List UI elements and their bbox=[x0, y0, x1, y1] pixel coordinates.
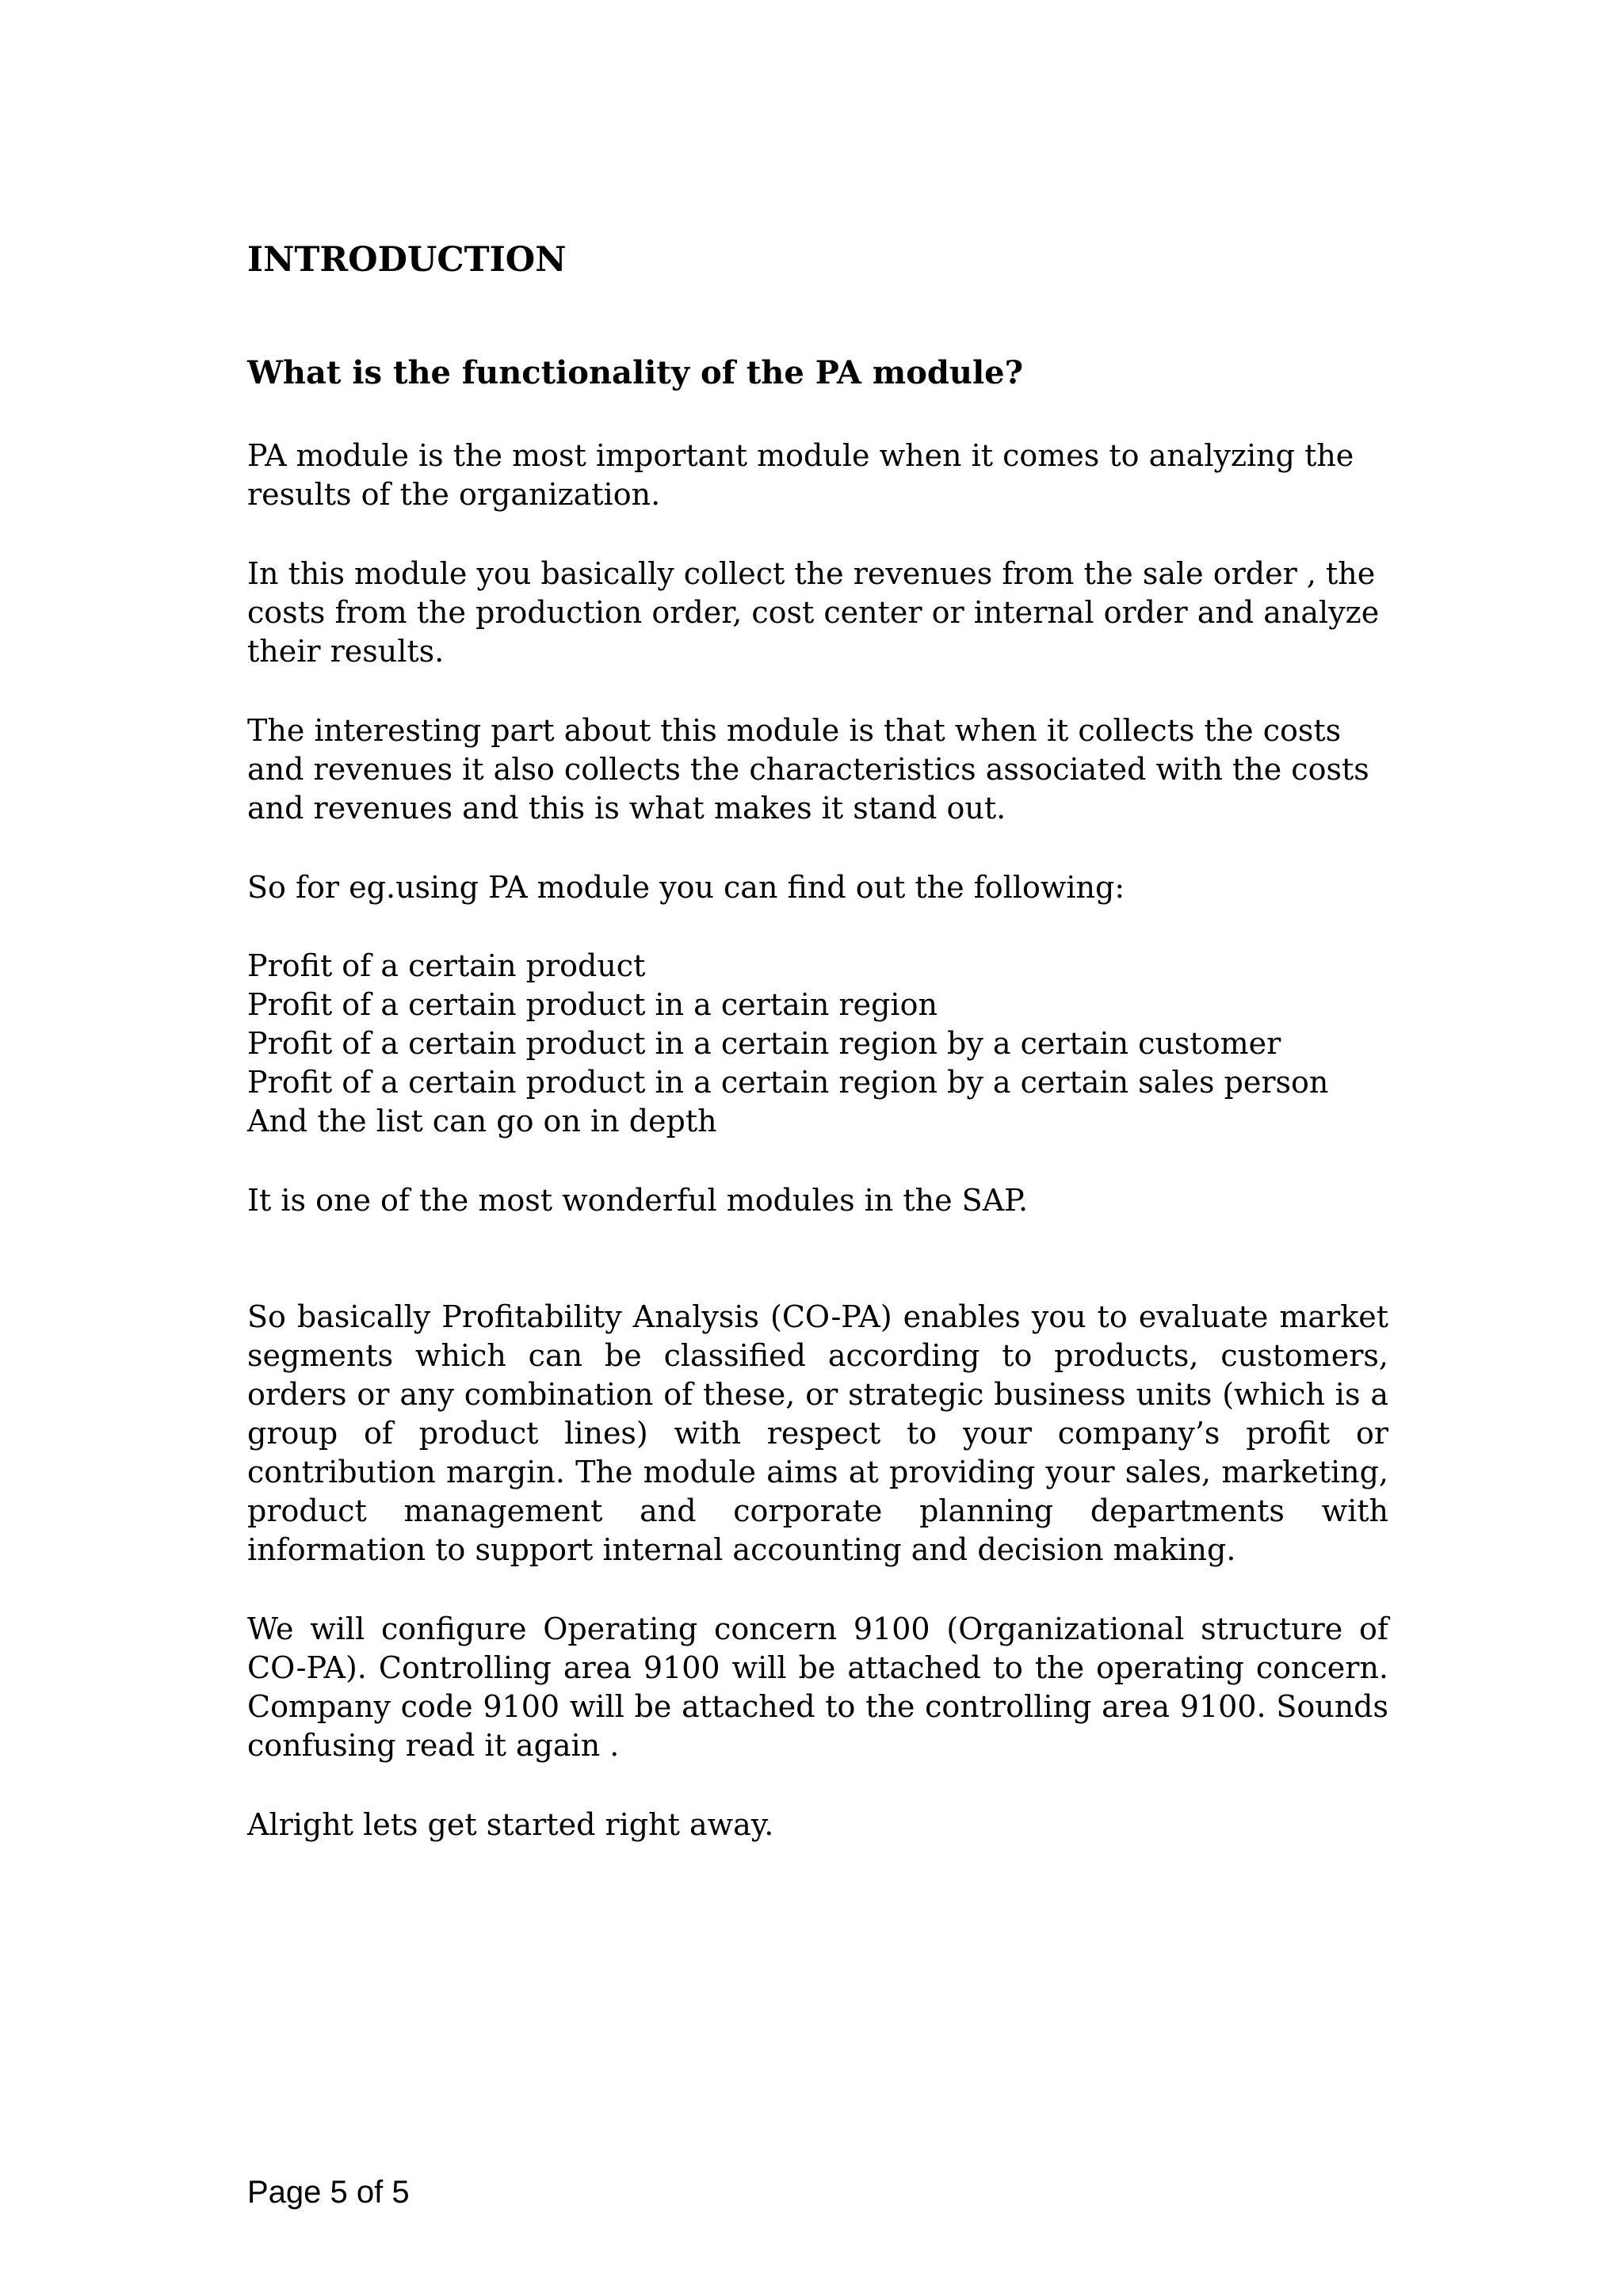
page-title: INTRODUCTION bbox=[247, 240, 567, 280]
paragraph-characteristics: The interesting part about this module is that when it collects the costs and revenues it also collects the characteristics associated with the costs and revenues and this is what makes it stand out. bbox=[247, 713, 1369, 826]
list-item: And the list can go on in depth bbox=[247, 1104, 717, 1138]
paragraph-get-started: Alright lets get started right away. bbox=[247, 1807, 774, 1842]
profit-list bbox=[247, 947, 1388, 1141]
list-item: Profit of a certain product in a certain region by a certain customer bbox=[247, 1026, 1281, 1061]
list-item: Profit of a certain product bbox=[247, 948, 646, 983]
paragraph-intro: PA module is the most important module when it comes to analyzing the results of the organization. bbox=[247, 438, 1354, 512]
section-heading: What is the functionality of the PA module? bbox=[247, 354, 1024, 391]
paragraph-copa: So basically Profitability Analysis (CO-PA) enables you to evaluate market segments which can be classified according to products, customers, orders or any combination of these, or strategic business units (which is a group of product lines) with respect to your company’s profit or contribution margin. The module aims at providing your sales, marketing, product management and corporate planning departments with information to support internal accounting and decision making. bbox=[247, 1299, 1388, 1567]
page-number: Page 5 of 5 bbox=[247, 2175, 410, 2210]
list-item: Profit of a certain product in a certain region bbox=[247, 987, 938, 1022]
paragraph-collect: In this module you basically collect the revenues from the sale order , the costs from the production order, cost center or internal order and analyze their results. bbox=[247, 556, 1380, 669]
document-body bbox=[247, 236, 1388, 1844]
paragraph-configure: We will configure Operating concern 9100 (Organizational structure of CO-PA). Controlling area 9100 will be attached to the operating concern. Company code 9100 will be attached to the controlling area 9100. Sounds confusing read it again . bbox=[247, 1611, 1388, 1763]
paragraph-wonderful: It is one of the most wonderful modules in the SAP. bbox=[247, 1183, 1029, 1218]
list-item: Profit of a certain product in a certain region by a certain sales person bbox=[247, 1065, 1329, 1100]
paragraph-example-lead: So for eg.using PA module you can find out the following: bbox=[247, 870, 1125, 905]
